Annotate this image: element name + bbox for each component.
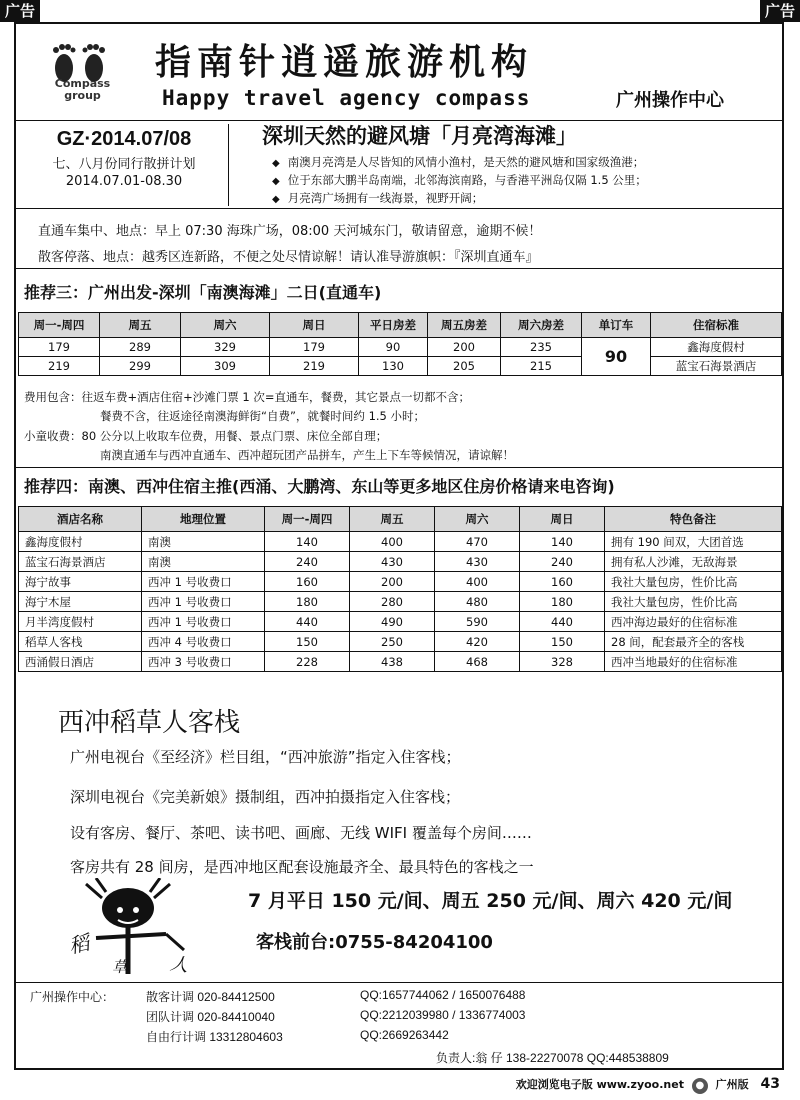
table-cell: 海宁木屋 xyxy=(19,592,142,612)
table-cell: 180 xyxy=(265,592,350,612)
contact-qq: QQ:2212039980 / 1336774003 xyxy=(360,1008,526,1022)
table-cell: 328 xyxy=(520,652,605,672)
footer-site: 欢迎浏览电子版 www.zyoo.net xyxy=(515,1078,684,1091)
table-cell: 西冲 1 号收费口 xyxy=(142,572,265,592)
table-cell: 480 xyxy=(435,592,520,612)
zyoo-badge-icon: ● xyxy=(692,1078,708,1094)
table-cell: 西冲海边最好的住宿标准 xyxy=(605,612,782,632)
table-cell: 140 xyxy=(520,532,605,552)
table-cell: 468 xyxy=(435,652,520,672)
table-cell: 南澳 xyxy=(142,532,265,552)
inn-phone: 客栈前台:0755-84204100 xyxy=(256,932,493,953)
table-cell: 160 xyxy=(520,572,605,592)
table-cell: 470 xyxy=(435,532,520,552)
notice-dropoff: 散客停落、地点：越秀区连新路，不便之处尽情谅解！请认准导游旗帜：『深圳直通车』 xyxy=(38,250,539,265)
room-prices: 7 月平日 150 元/间、周五 250 元/间、周六 420 元/间 xyxy=(248,890,733,912)
table-cell: 28 间，配套最齐全的客栈 xyxy=(605,632,782,652)
table-row xyxy=(19,338,782,357)
svg-text:人: 人 xyxy=(168,953,190,977)
divider xyxy=(14,982,784,983)
scarecrow-logo-icon xyxy=(66,878,206,978)
table-cell: 西冲 1 号收费口 xyxy=(142,612,265,632)
col-header: 单订车 xyxy=(582,313,651,338)
bullet-item: ◆ 南澳月亮湾是人尽皆知的风情小渔村，是天然的避风塘和国家级渔港； xyxy=(272,154,647,172)
svg-text:稻: 稻 xyxy=(66,930,92,959)
table-cell: 179 xyxy=(270,338,359,357)
col-header: 特色备注 xyxy=(605,507,782,532)
table-row xyxy=(19,652,782,672)
notice-pickup: 直通车集中、地点：早上 07:30 海珠广场，08:00 天河城东门，敬请留意，逾期不候！ xyxy=(38,224,542,239)
table-cell: 150 xyxy=(520,632,605,652)
promo-line: 深圳电视台《完美新娘》摄制组，西冲拍摄指定入住客栈； xyxy=(70,788,461,806)
schedule-range: 2014.07.01-08.30 xyxy=(65,174,183,189)
table-cell: 215 xyxy=(501,357,582,376)
table-cell: 海宁故事 xyxy=(19,572,142,592)
fee-line: 南澳直通车与西冲直通车、西冲超玩团产品拼车，产生上下车等候情况，请谅解！ xyxy=(100,448,514,462)
section4-title: 推荐四：南澳、西冲住宿主推(西涌、大鹏湾、东山等更多地区住房价格请来电咨询) xyxy=(24,477,615,496)
brand-center: 广州操作中心 xyxy=(616,90,724,111)
table-cell: 205 xyxy=(428,357,501,376)
table-cell: 西冲 1 号收费口 xyxy=(142,592,265,612)
table-row xyxy=(19,552,782,572)
table-cell: 90 xyxy=(359,338,428,357)
table-cell: 200 xyxy=(428,338,501,357)
table-cell: 590 xyxy=(435,612,520,632)
table-cell: 蓝宝石海景酒店 xyxy=(19,552,142,572)
table-cell: 179 xyxy=(19,338,100,357)
contact-name: 自由行计调 13312804603 xyxy=(146,1030,283,1044)
table-cell: 130 xyxy=(359,357,428,376)
col-header: 周五房差 xyxy=(428,313,501,338)
compass-logo-text xyxy=(35,78,130,102)
table-cell: 280 xyxy=(350,592,435,612)
table-cell: 160 xyxy=(265,572,350,592)
table-cell: 235 xyxy=(501,338,582,357)
contact-qq: QQ:2669263442 xyxy=(360,1028,449,1042)
schedule-box xyxy=(20,124,229,206)
contact-qq: QQ:1657744062 / 1650076488 xyxy=(360,988,526,1002)
col-header: 周五 xyxy=(100,313,181,338)
table-cell: 200 xyxy=(350,572,435,592)
promo-title: 西冲稻草人客栈 xyxy=(58,708,241,738)
table-row xyxy=(19,572,782,592)
table-cell: 309 xyxy=(181,357,270,376)
contact-name: 团队计调 020-84410040 xyxy=(146,1010,275,1024)
divider xyxy=(14,268,784,269)
table-cell: 南澳 xyxy=(142,552,265,572)
promo-line: 客房共有 28 间房，是西冲地区配套设施最齐全、最具特色的客栈之一 xyxy=(70,858,534,876)
bullet-item: ◆ 位于东部大鹏半岛南端，北邻海滨南路，与香港平洲岛仅隔 1.5 公里； xyxy=(272,172,647,190)
table-cell: 219 xyxy=(19,357,100,376)
table-row xyxy=(19,592,782,612)
divider xyxy=(14,208,784,209)
logo-text-compass: Compass xyxy=(54,77,111,90)
car-price-cell: 90 xyxy=(582,338,651,376)
col-header: 周六 xyxy=(181,313,270,338)
col-header: 周五 xyxy=(350,507,435,532)
col-header: 平日房差 xyxy=(359,313,428,338)
table-cell: 438 xyxy=(350,652,435,672)
table-row xyxy=(19,612,782,632)
col-header: 周日 xyxy=(520,507,605,532)
table-cell: 219 xyxy=(270,357,359,376)
promo-line: 设有客房、餐厅、茶吧、读书吧、画廊、无线 WIFI 覆盖每个房间…… xyxy=(70,824,532,842)
table-row xyxy=(19,632,782,652)
brand-header xyxy=(30,34,770,118)
contact-label: 广州操作中心： xyxy=(30,990,115,1004)
table-cell: 420 xyxy=(435,632,520,652)
table-cell: 430 xyxy=(350,552,435,572)
table-cell: 440 xyxy=(520,612,605,632)
col-header: 周一-周四 xyxy=(19,313,100,338)
headline: 深圳天然的避风塘「月亮湾海滩」 xyxy=(262,124,577,148)
bullet-item: ◆ 月亮湾广场拥有一线海景，视野开阔； xyxy=(272,190,647,208)
table-cell: 西冲当地最好的住宿标准 xyxy=(605,652,782,672)
table-cell: 440 xyxy=(265,612,350,632)
table-cell: 鑫海度假村 xyxy=(651,338,782,357)
table-cell: 150 xyxy=(265,632,350,652)
section4-table xyxy=(18,506,782,672)
table-cell: 稻草人客栈 xyxy=(19,632,142,652)
table-cell: 西涌假日酒店 xyxy=(19,652,142,672)
table-cell: 我社大量包房，性价比高 xyxy=(605,572,782,592)
contact-name: 散客计调 020-84412500 xyxy=(146,990,275,1004)
table-cell: 140 xyxy=(265,532,350,552)
schedule-plan: 七、八月份同行散拼计划 xyxy=(52,157,196,172)
section3-title: 推荐三：广州出发-深圳「南澳海滩」二日(直通车) xyxy=(24,283,382,302)
table-cell: 西冲 4 号收费口 xyxy=(142,632,265,652)
table-cell: 我社大量包房，性价比高 xyxy=(605,592,782,612)
col-header: 地理位置 xyxy=(142,507,265,532)
page-number: 43 xyxy=(760,1076,780,1092)
page-footer xyxy=(516,1076,780,1094)
fee-line: 费用包含：往返车费+酒店住宿+沙滩门票 1 次=直通车，餐费，其它景点一切都不含； xyxy=(24,390,471,404)
logo-text-group: group xyxy=(64,89,101,102)
fee-line: 餐费不含，往返途径南澳海鲜街“自费”，就餐时间约 1.5 小时； xyxy=(100,409,426,423)
svg-text:草: 草 xyxy=(112,958,128,976)
col-header: 酒店名称 xyxy=(19,507,142,532)
table-cell: 240 xyxy=(265,552,350,572)
table-cell: 490 xyxy=(350,612,435,632)
table-header-row xyxy=(19,507,782,532)
ad-tag-left: 广告 xyxy=(0,0,40,22)
col-header: 周一-周四 xyxy=(265,507,350,532)
schedule-code: GZ·2014.07/08 xyxy=(56,128,192,150)
footer-edition: 广州版 xyxy=(715,1078,749,1091)
table-cell: 月半湾度假村 xyxy=(19,612,142,632)
table-cell: 430 xyxy=(435,552,520,572)
section3-table xyxy=(18,312,782,376)
manager-contact: 负责人:翁 仔 138-22270078 QQ:448538809 xyxy=(436,1051,669,1065)
brand-name-en: Happy travel agency compass xyxy=(162,86,531,110)
brand-name-cn: 指南针逍遥旅游机构 xyxy=(155,41,534,83)
table-cell: 蓝宝石海景酒店 xyxy=(651,357,782,376)
table-row xyxy=(19,532,782,552)
table-row xyxy=(19,357,782,376)
col-header: 周日 xyxy=(270,313,359,338)
table-cell: 228 xyxy=(265,652,350,672)
ad-tag-right: 广告 xyxy=(760,0,800,22)
table-cell: 289 xyxy=(100,338,181,357)
table-cell: 299 xyxy=(100,357,181,376)
table-cell: 250 xyxy=(350,632,435,652)
fee-line: 小童收费：80 公分以上收取车位费，用餐、景点门票、床位全部自理； xyxy=(24,429,388,443)
table-cell: 拥有私人沙滩，无敌海景 xyxy=(605,552,782,572)
table-cell: 180 xyxy=(520,592,605,612)
col-header: 周六房差 xyxy=(501,313,582,338)
col-header: 周六 xyxy=(435,507,520,532)
table-cell: 400 xyxy=(435,572,520,592)
table-cell: 拥有 190 间双，大团首选 xyxy=(605,532,782,552)
table-cell: 240 xyxy=(520,552,605,572)
table-cell: 鑫海度假村 xyxy=(19,532,142,552)
table-cell: 400 xyxy=(350,532,435,552)
divider xyxy=(14,467,784,468)
table-cell: 329 xyxy=(181,338,270,357)
table-header-row xyxy=(19,313,782,338)
table-cell: 西冲 3 号收费口 xyxy=(142,652,265,672)
promo-line: 广州电视台《至经济》栏目组，“西冲旅游”指定入住客栈； xyxy=(70,748,461,766)
col-header: 住宿标准 xyxy=(651,313,782,338)
feature-bullets xyxy=(272,154,647,208)
